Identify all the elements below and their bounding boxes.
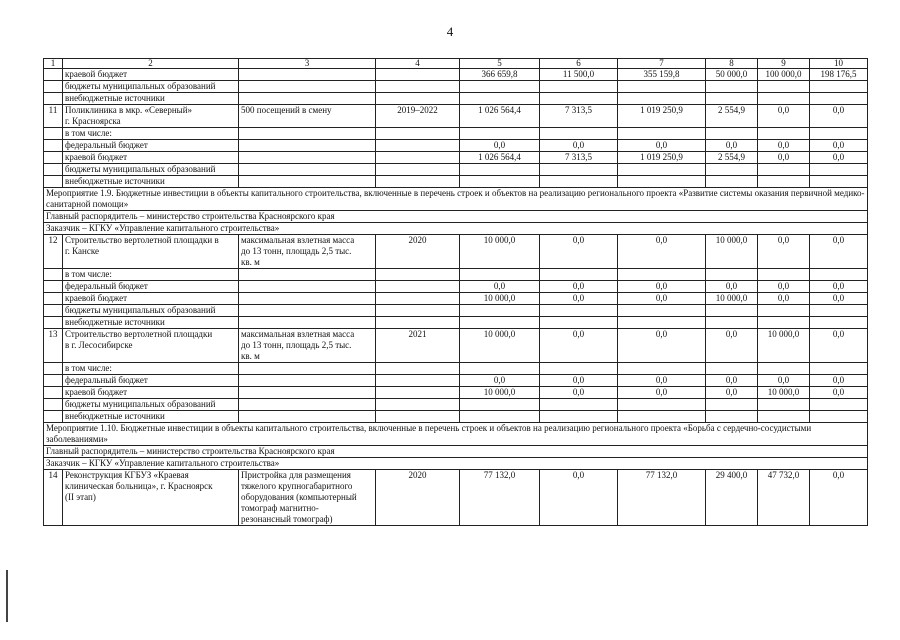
cell-value: 0,0: [540, 140, 618, 152]
table-row-item-14: [44, 470, 868, 526]
cell-value: 0,0: [758, 293, 810, 305]
item-name: Строительство вертолетной площадки в г. Лесосибирске: [63, 329, 239, 363]
cell-value: 10 000,0: [758, 387, 810, 399]
cell-value: 0,0: [460, 375, 540, 387]
cell-value: 0,0: [540, 375, 618, 387]
row-label: федеральный бюджет: [63, 281, 239, 293]
row-label: в том числе:: [63, 363, 239, 375]
row-label: бюджеты муниципальных образований: [63, 399, 239, 411]
cell-value: 0,0: [540, 387, 618, 399]
cell-value: 0,0: [706, 375, 758, 387]
cell-value: 0,0: [460, 281, 540, 293]
cell-value: 100 000,0: [758, 69, 810, 81]
column-header: 5: [460, 59, 540, 69]
measure-title: Мероприятие 1.10. Бюджетные инвестиции в объекты капитального строительства, включенные в перечень строек и объектов на реализацию регионального проекта «Борьба с сердечно-сосудистыми заболеваниями»: [44, 423, 868, 446]
cell-value: 366 659,8: [460, 69, 540, 81]
item-number: 12: [44, 235, 63, 269]
cell-value: 0,0: [758, 105, 810, 128]
cell-value: 0,0: [810, 387, 868, 399]
item-period: 2021: [376, 329, 460, 363]
customer-text: Заказчик – КГКУ «Управление капитального строительства»: [44, 458, 868, 470]
item-number: 13: [44, 329, 63, 363]
scan-margin-line: [6, 570, 8, 622]
cell-value: 10 000,0: [460, 235, 540, 269]
row-label: внебюджетные источники: [63, 411, 239, 423]
cell-value: 10 000,0: [460, 293, 540, 305]
cell-value: 0,0: [810, 329, 868, 363]
cell-value: 0,0: [540, 293, 618, 305]
table-row: [44, 399, 868, 411]
item-name: Поликлиника в мкр. «Северный» г. Красноярска: [63, 105, 239, 128]
cell-value: 1 026 564,4: [460, 152, 540, 164]
cell-value: 1 019 250,9: [618, 152, 706, 164]
cell-value: 7 313,5: [540, 152, 618, 164]
cell-value: 1 026 564,4: [460, 105, 540, 128]
cell-value: 10 000,0: [460, 329, 540, 363]
measure-row: [44, 188, 868, 211]
cell-value: 0,0: [540, 329, 618, 363]
row-label: внебюджетные источники: [63, 317, 239, 329]
row-label: бюджеты муниципальных образований: [63, 164, 239, 176]
table-row: [44, 293, 868, 305]
cell-value: 50 000,0: [706, 69, 758, 81]
cell-value: 2 554,9: [706, 105, 758, 128]
table-row: [44, 69, 868, 81]
item-capacity: максимальная взлетная масса до 13 тонн, площадь 2,5 тыс. кв. м: [239, 329, 376, 363]
cell-value: 29 400,0: [706, 470, 758, 526]
table-row: [44, 176, 868, 188]
cell-value: 0,0: [618, 235, 706, 269]
item-number: 14: [44, 470, 63, 526]
customer-row: [44, 458, 868, 470]
cell-value: 0,0: [540, 470, 618, 526]
column-header: 4: [376, 59, 460, 69]
column-header: 6: [540, 59, 618, 69]
table-row: [44, 164, 868, 176]
cell-value: 0,0: [810, 140, 868, 152]
row-label: бюджеты муниципальных образований: [63, 305, 239, 317]
item-capacity: 500 посещений в смену: [239, 105, 376, 128]
column-header: 1: [44, 59, 63, 69]
table-row: [44, 363, 868, 375]
cell-value: 0,0: [618, 329, 706, 363]
cell-value: 0,0: [460, 140, 540, 152]
cell-value: 0,0: [810, 235, 868, 269]
item-number: 11: [44, 105, 63, 128]
column-header: 8: [706, 59, 758, 69]
table-row: [44, 128, 868, 140]
cell-value: 0,0: [810, 105, 868, 128]
table-row: [44, 81, 868, 93]
cell-value: 0,0: [540, 235, 618, 269]
cell-value: 1 019 250,9: [618, 105, 706, 128]
row-label: краевой бюджет: [63, 293, 239, 305]
page-number: 4: [446, 24, 454, 39]
column-header: 3: [239, 59, 376, 69]
cell-value: 0,0: [540, 281, 618, 293]
cell-value: 355 159,8: [618, 69, 706, 81]
row-label: краевой бюджет: [63, 387, 239, 399]
item-period: 2019–2022: [376, 105, 460, 128]
row-label: внебюджетные источники: [63, 176, 239, 188]
cell-value: 198 176,5: [810, 69, 868, 81]
row-label: краевой бюджет: [63, 152, 239, 164]
table-row-item-13: [44, 329, 868, 363]
row-label: в том числе:: [63, 269, 239, 281]
row-label: бюджеты муниципальных образований: [63, 81, 239, 93]
column-header: 9: [758, 59, 810, 69]
cell-value: 0,0: [618, 375, 706, 387]
cell-value: 0,0: [758, 281, 810, 293]
row-label: внебюджетные источники: [63, 93, 239, 105]
table-row: [44, 281, 868, 293]
item-name: Строительство вертолетной площадки в г. Канске: [63, 235, 239, 269]
distributor-row: [44, 211, 868, 223]
row-label: в том числе:: [63, 128, 239, 140]
distributor-row: [44, 446, 868, 458]
item-name: Реконструкция КГБУЗ «Краевая клиническая больница», г. Красноярск (II этап): [63, 470, 239, 526]
item-capacity: максимальная взлетная масса до 13 тонн, площадь 2,5 тыс. кв. м: [239, 235, 376, 269]
cell-value: 10 000,0: [460, 387, 540, 399]
table-row: [44, 93, 868, 105]
cell-value: 77 132,0: [618, 470, 706, 526]
table-row: [44, 411, 868, 423]
cell-value: 11 500,0: [540, 69, 618, 81]
row-label: федеральный бюджет: [63, 140, 239, 152]
distributor-text: Главный распорядитель – министерство строительства Красноярского края: [44, 446, 868, 458]
cell-value: 0,0: [706, 329, 758, 363]
table-row: [44, 269, 868, 281]
customer-text: Заказчик – КГКУ «Управление капитального строительства»: [44, 223, 868, 235]
cell-value: 0,0: [810, 375, 868, 387]
table-row: [44, 387, 868, 399]
cell-value: 2 554,9: [706, 152, 758, 164]
column-header: 7: [618, 59, 706, 69]
cell-value: 0,0: [810, 470, 868, 526]
cell-value: 10 000,0: [706, 293, 758, 305]
cell-value: 0,0: [618, 281, 706, 293]
table-row: [44, 317, 868, 329]
cell-value: 7 313,5: [540, 105, 618, 128]
cell-value: 0,0: [618, 387, 706, 399]
column-header: 2: [63, 59, 239, 69]
measure-title: Мероприятие 1.9. Бюджетные инвестиции в объекты капитального строительства, включенные в перечень строек и объектов на реализацию регионального проекта «Развитие системы оказания первичной медико-санитарной помощи»: [44, 188, 868, 211]
budget-table: [43, 58, 868, 526]
table-row: [44, 152, 868, 164]
cell-value: 0,0: [758, 235, 810, 269]
cell-value: 0,0: [758, 140, 810, 152]
cell-value: 0,0: [758, 375, 810, 387]
table-row: [44, 140, 868, 152]
cell-value: 0,0: [810, 281, 868, 293]
cell-value: 10 000,0: [758, 329, 810, 363]
cell-value: 0,0: [706, 140, 758, 152]
cell-value: 0,0: [810, 152, 868, 164]
cell-value: 0,0: [706, 387, 758, 399]
cell-value: 0,0: [758, 152, 810, 164]
customer-row: [44, 223, 868, 235]
item-period: 2020: [376, 235, 460, 269]
row-label: федеральный бюджет: [63, 375, 239, 387]
measure-row: [44, 423, 868, 446]
cell-value: 0,0: [810, 293, 868, 305]
cell-value: 0,0: [618, 293, 706, 305]
cell-value: 0,0: [706, 281, 758, 293]
table-row-item-11: [44, 105, 868, 128]
table-row: [44, 375, 868, 387]
distributor-text: Главный распорядитель – министерство строительства Красноярского края: [44, 211, 868, 223]
table-row-item-12: [44, 235, 868, 269]
row-label: краевой бюджет: [63, 69, 239, 81]
item-period: 2020: [376, 470, 460, 526]
cell-value: 47 732,0: [758, 470, 810, 526]
cell-value: 10 000,0: [706, 235, 758, 269]
item-capacity: Пристройка для размещения тяжелого крупногабаритного оборудования (компьютерный томограф магнитно- резонансный томограф): [239, 470, 376, 526]
column-header: 10: [810, 59, 868, 69]
cell-value: 77 132,0: [460, 470, 540, 526]
column-number-row: [44, 59, 868, 69]
table-row: [44, 305, 868, 317]
cell-value: 0,0: [618, 140, 706, 152]
